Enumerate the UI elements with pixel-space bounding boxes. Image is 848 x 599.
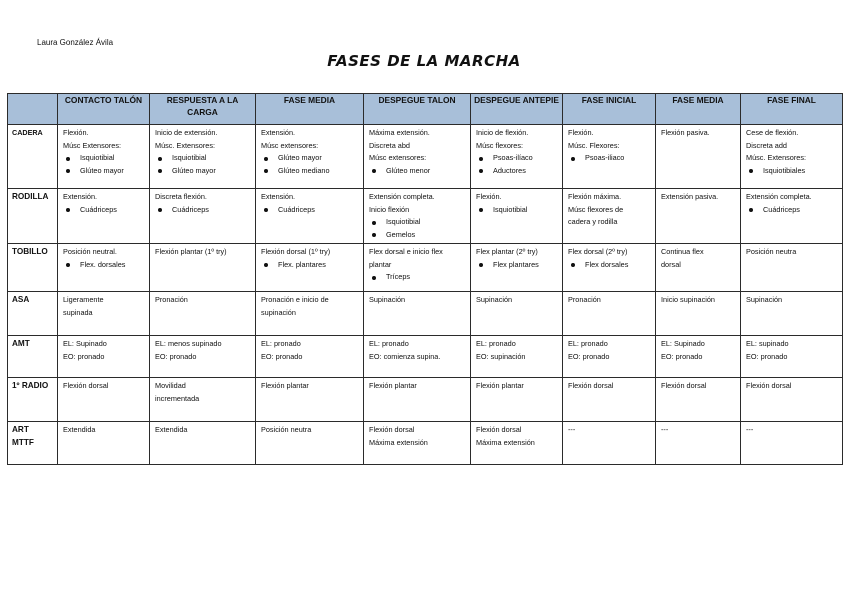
- cell-line: Músc extensores:: [261, 140, 319, 150]
- cell-line: Músc Extensores:: [63, 140, 121, 150]
- cell-line: Flexión dorsal: [476, 425, 522, 434]
- cell-line: Supinación: [746, 295, 783, 304]
- column-header: CONTACTO TALÓN: [58, 94, 150, 125]
- cell-line: Flexión.: [476, 192, 502, 201]
- cell-line: Máxima extensión: [369, 437, 428, 447]
- table-cell: [656, 189, 741, 244]
- bullet-list: [261, 152, 358, 177]
- table-cell: [364, 336, 471, 378]
- cell-line: Extensión.: [261, 192, 296, 201]
- table-cell: [656, 125, 741, 189]
- author-name: Laura González Ávila: [37, 38, 114, 47]
- cell-line: EO: pronado: [155, 351, 197, 361]
- table-cell: [58, 378, 150, 422]
- cell-line: Supinación: [476, 295, 513, 304]
- cell-line: Inicio supinación: [661, 295, 715, 304]
- bullet-list: [568, 259, 650, 272]
- table-row: [8, 292, 843, 336]
- cell-line: Músc flexores de: [568, 204, 624, 214]
- table-cell: [563, 292, 656, 336]
- row-header: ASA: [8, 292, 58, 336]
- cell-line: supinada: [63, 307, 93, 317]
- cell-line: Posición neutral.: [63, 247, 117, 256]
- cell-line: Flexión dorsal: [369, 425, 415, 434]
- table-cell: [150, 244, 256, 292]
- column-header: FASE INICIAL: [563, 94, 656, 125]
- cell-line: cadera y rodilla: [568, 217, 618, 226]
- table-cell: [741, 244, 843, 292]
- bullet-list: [746, 204, 837, 217]
- bullet-item: Psoas-iliaco: [568, 152, 650, 165]
- table-cell: [256, 292, 364, 336]
- table-cell: [58, 189, 150, 244]
- table-cell: [256, 336, 364, 378]
- cell-line: Flexión plantar: [369, 381, 417, 390]
- table-row: [8, 244, 843, 292]
- table-cell: [656, 336, 741, 378]
- bullet-item: Flex dorsales: [568, 259, 650, 272]
- bullet-list: [261, 259, 358, 272]
- table-cell: [563, 244, 656, 292]
- table-cell: [656, 378, 741, 422]
- table-cell: [741, 336, 843, 378]
- cell-line: EO: pronado: [661, 351, 703, 361]
- table-cell: [150, 125, 256, 189]
- bullet-item: Isquiotibial: [155, 152, 250, 165]
- cell-line: Supinación: [369, 295, 406, 304]
- cell-line: Discreta abd: [369, 140, 410, 150]
- bullet-list: [476, 152, 557, 177]
- cell-line: Flexión plantar: [261, 381, 309, 390]
- bullet-list: [476, 204, 557, 217]
- bullet-item: Glúteo mayor: [261, 152, 358, 165]
- table-cell: [256, 189, 364, 244]
- bullet-list: [746, 165, 837, 178]
- cell-line: Flexión pasiva.: [661, 128, 710, 137]
- cell-line: EL: Supinado: [63, 339, 107, 348]
- bullet-item: Aductores: [476, 165, 557, 178]
- cell-line: EO: pronado: [261, 351, 303, 361]
- bullet-list: [568, 152, 650, 165]
- bullet-list: [476, 259, 557, 272]
- table-cell: [656, 292, 741, 336]
- bullet-item: Glúteo mayor: [155, 165, 250, 178]
- column-header: FASE MEDIA: [256, 94, 364, 125]
- cell-line: EO: pronado: [568, 351, 610, 361]
- cell-line: incrementada: [155, 393, 200, 403]
- bullet-item: Glúteo mayor: [63, 165, 144, 178]
- table-cell: [471, 125, 563, 189]
- table-cell: [471, 292, 563, 336]
- cell-line: dorsal: [661, 259, 681, 269]
- table-cell: [471, 189, 563, 244]
- bullet-item: Glúteo menor: [369, 165, 465, 178]
- cell-line: EO: pronado: [63, 351, 105, 361]
- cell-line: Extensión.: [261, 128, 296, 137]
- bullet-item: Cuádriceps: [63, 204, 144, 217]
- row-header: RODILLA: [8, 189, 58, 244]
- cell-line: EL: pronado: [476, 339, 516, 348]
- bullet-list: [63, 204, 144, 217]
- table-row: [8, 125, 843, 189]
- cell-line: Flexión dorsal: [746, 381, 792, 390]
- cell-line: Músc. Extensores:: [746, 153, 807, 162]
- table-cell: [58, 244, 150, 292]
- row-header: ART MTTF: [8, 422, 58, 465]
- table-cell: [656, 244, 741, 292]
- cell-line: Extendida: [63, 425, 96, 434]
- cell-line: Discreta add: [746, 140, 787, 150]
- bullet-item: Cuádriceps: [155, 204, 250, 217]
- cell-line: ---: [746, 425, 754, 434]
- bullet-item: Glúteo mediano: [261, 165, 358, 178]
- bullet-list: [63, 259, 144, 272]
- cell-line: Flexión máxima.: [568, 192, 622, 201]
- cell-line: EL: pronado: [568, 339, 608, 348]
- table-cell: [150, 422, 256, 465]
- cell-line: Flexión dorsal: [568, 381, 614, 390]
- cell-line: Flexión plantar: [476, 381, 524, 390]
- cell-line: Inicio flexión: [369, 204, 410, 214]
- bullet-item: Psoas-ilíaco: [476, 152, 557, 165]
- bullet-item: Isquiotibial: [476, 204, 557, 217]
- table-row: [8, 378, 843, 422]
- cell-line: Extensión completa.: [369, 192, 435, 201]
- table-cell: [656, 422, 741, 465]
- table-cell: [471, 244, 563, 292]
- cell-line: Músc. Flexores:: [568, 140, 620, 150]
- cell-line: EL: pronado: [369, 339, 409, 348]
- table-cell: [364, 422, 471, 465]
- cell-line: Flex dorsal (2º try): [568, 247, 628, 256]
- table-cell: [364, 378, 471, 422]
- cell-line: Discreta flexión.: [155, 192, 207, 201]
- cell-line: Extensión completa.: [746, 192, 812, 201]
- table-cell: [563, 125, 656, 189]
- table-row: [8, 189, 843, 244]
- cell-line: Pronación: [155, 295, 188, 304]
- cell-line: Flexión.: [63, 128, 89, 137]
- table-cell: [256, 422, 364, 465]
- table-cell: [256, 378, 364, 422]
- bullet-item: Isquiotibiales: [746, 165, 837, 178]
- table-cell: [58, 422, 150, 465]
- cell-line: Flex dorsal e inicio flex: [369, 247, 443, 256]
- cell-line: Inicio de extensión.: [155, 128, 218, 137]
- bullet-list: [155, 204, 250, 217]
- row-header: AMT: [8, 336, 58, 378]
- table-cell: [256, 125, 364, 189]
- row-header: TOBILLO: [8, 244, 58, 292]
- table-cell: [741, 125, 843, 189]
- bullet-list: [369, 165, 465, 178]
- cell-line: EL: supinado: [746, 339, 789, 348]
- table-cell: [58, 336, 150, 378]
- row-header: 1º RADIO: [8, 378, 58, 422]
- cell-line: Flexión dorsal: [63, 381, 109, 390]
- table-cell: [150, 292, 256, 336]
- table-cell: [471, 336, 563, 378]
- corner-header: [8, 94, 58, 125]
- table-cell: [741, 378, 843, 422]
- bullet-list: [63, 152, 144, 177]
- table-body: [8, 125, 843, 465]
- cell-line: EL: menos supinado: [155, 339, 222, 348]
- column-header: DESPEGUE ANTEPIE: [471, 94, 563, 125]
- table-cell: [471, 422, 563, 465]
- cell-line: Inicio de flexión.: [476, 128, 529, 137]
- cell-line: Posición neutra: [261, 425, 312, 434]
- cell-line: Flexión dorsal (1º try): [261, 247, 331, 256]
- cell-line: Máxima extensión: [476, 437, 535, 447]
- cell-line: Flexión dorsal: [661, 381, 707, 390]
- bullet-list: [369, 271, 465, 284]
- table-cell: [364, 125, 471, 189]
- table-cell: [58, 125, 150, 189]
- cell-line: Músc. Extensores:: [155, 140, 216, 150]
- table-cell: [150, 378, 256, 422]
- bullet-item: Gemelos: [369, 229, 465, 242]
- cell-line: EL: pronado: [261, 339, 301, 348]
- bullet-list: [261, 204, 358, 217]
- table-cell: [150, 189, 256, 244]
- table-cell: [256, 244, 364, 292]
- cell-line: ---: [568, 425, 576, 434]
- gait-phases-table: [7, 93, 843, 465]
- cell-line: EO: pronado: [746, 351, 788, 361]
- column-header: RESPUESTA A LA CARGA: [150, 94, 256, 125]
- cell-line: EO: supinación: [476, 351, 526, 361]
- cell-line: Extendida: [155, 425, 188, 434]
- cell-line: Posición neutra: [746, 247, 797, 256]
- bullet-item: Tríceps: [369, 271, 465, 284]
- table-cell: [364, 292, 471, 336]
- cell-line: Pronación e inicio de: [261, 295, 329, 304]
- bullet-list: [369, 216, 465, 241]
- cell-line: Máxima extensión.: [369, 128, 430, 137]
- bullet-list: [155, 152, 250, 177]
- cell-line: Músc extensores:: [369, 153, 427, 162]
- cell-line: Ligeramente: [63, 295, 104, 304]
- cell-line: Flexión.: [568, 128, 594, 137]
- cell-line: ---: [661, 425, 669, 434]
- bullet-item: Cuádriceps: [746, 204, 837, 217]
- cell-line: Flexión plantar (1º try): [155, 247, 227, 256]
- table-cell: [563, 336, 656, 378]
- table-cell: [563, 378, 656, 422]
- table-cell: [150, 336, 256, 378]
- table-row: [8, 422, 843, 465]
- bullet-item: Isquiotibial: [63, 152, 144, 165]
- table-cell: [563, 422, 656, 465]
- table-cell: [471, 378, 563, 422]
- bullet-item: Flex. plantares: [261, 259, 358, 272]
- row-header: CADERA: [8, 125, 58, 189]
- cell-line: supinación: [261, 307, 296, 317]
- column-header: FASE MEDIA: [656, 94, 741, 125]
- cell-line: Músc flexores:: [476, 140, 524, 150]
- table-cell: [364, 189, 471, 244]
- bullet-item: Flex. dorsales: [63, 259, 144, 272]
- cell-line: Movilidad: [155, 381, 186, 390]
- bullet-item: Flex plantares: [476, 259, 557, 272]
- table-row: [8, 336, 843, 378]
- cell-line: EO: comienza supina.: [369, 351, 441, 361]
- table-cell: [741, 422, 843, 465]
- document-title: FASES DE LA MARCHA: [327, 52, 521, 70]
- cell-line: Pronación: [568, 295, 601, 304]
- header-row: [8, 94, 843, 125]
- table-cell: [58, 292, 150, 336]
- cell-line: Flex plantar (2º try): [476, 247, 538, 256]
- table-cell: [563, 189, 656, 244]
- cell-line: Extensión pasiva.: [661, 192, 719, 201]
- cell-line: Cese de flexión.: [746, 128, 799, 137]
- cell-line: Continua flex: [661, 247, 704, 256]
- table-cell: [741, 189, 843, 244]
- cell-line: plantar: [369, 259, 392, 269]
- column-header: FASE FINAL: [741, 94, 843, 125]
- column-header: DESPEGUE TALON: [364, 94, 471, 125]
- bullet-item: Isquiotibial: [369, 216, 465, 229]
- bullet-item: Cuádriceps: [261, 204, 358, 217]
- table-cell: [364, 244, 471, 292]
- table-cell: [741, 292, 843, 336]
- cell-line: EL: Supinado: [661, 339, 705, 348]
- cell-line: Extensión.: [63, 192, 98, 201]
